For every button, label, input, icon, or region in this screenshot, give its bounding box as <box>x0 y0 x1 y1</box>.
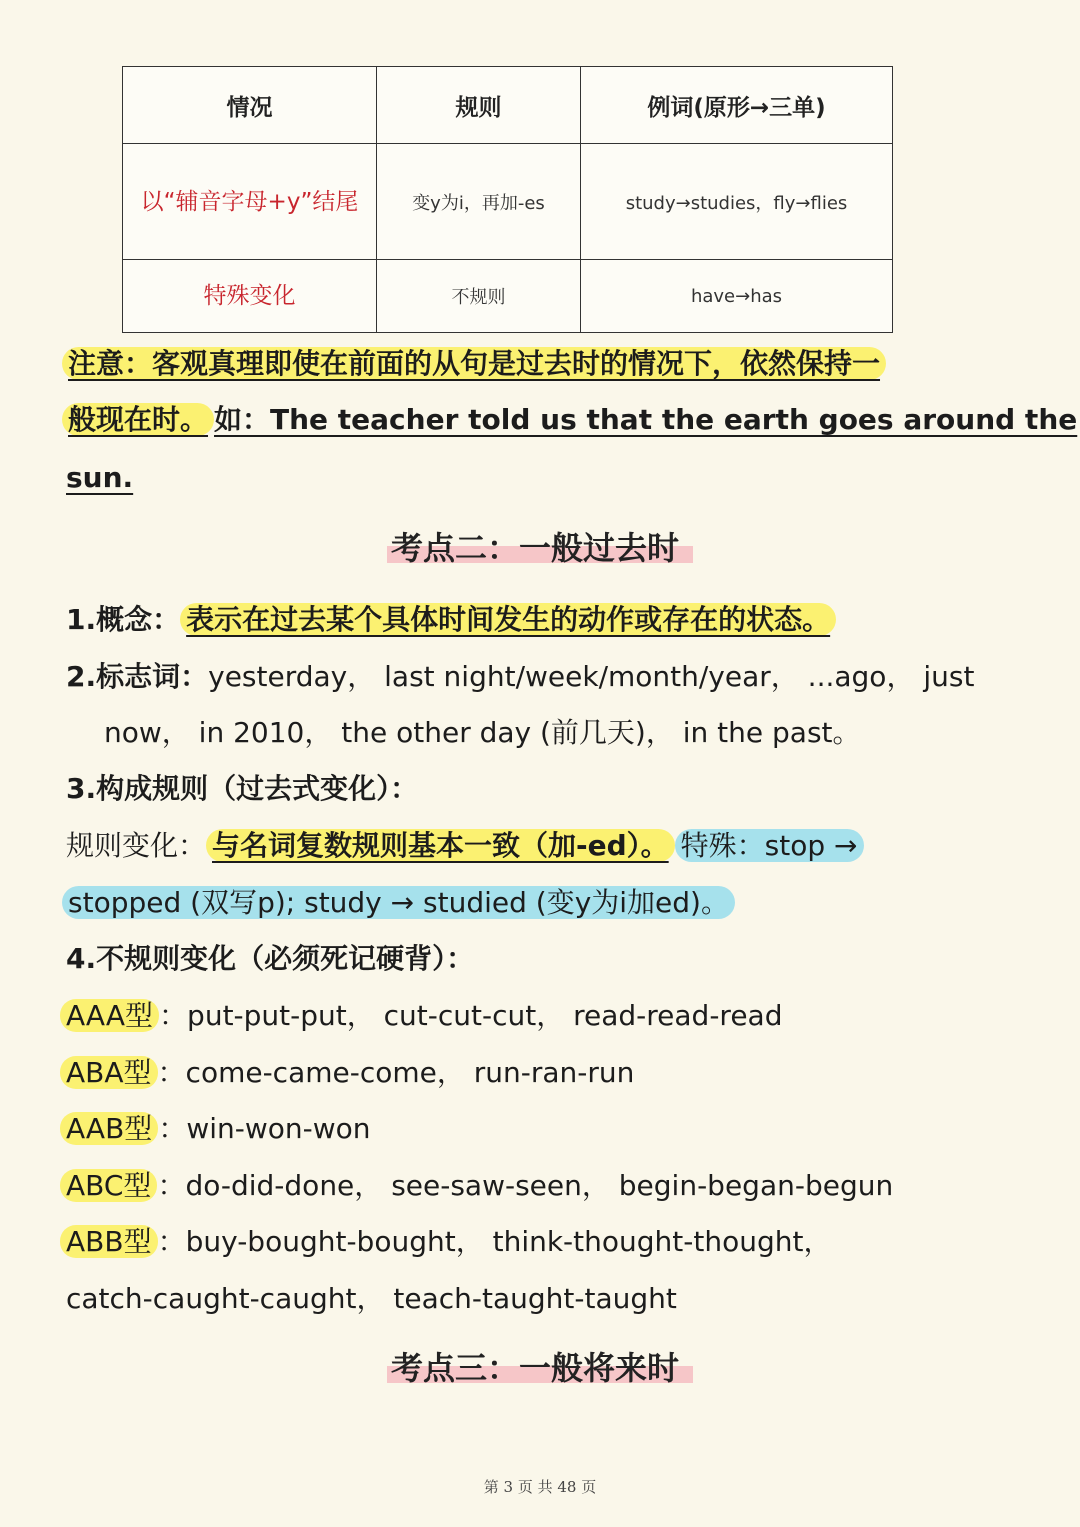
type-words: come-came-come， run-ran-run <box>185 1056 635 1089</box>
concept-line <box>66 600 836 640</box>
irregular-type-line: AAA型 ：put-put-put， cut-cut-cut， read-read-read <box>66 996 783 1036</box>
table-cell-rule: 不规则 <box>377 260 581 333</box>
type-words: put-put-put， cut-cut-cut， read-read-read <box>187 999 783 1032</box>
table-row <box>123 144 893 260</box>
regular-change-line <box>66 826 864 866</box>
regular-label: 规则变化： <box>66 829 207 862</box>
table-row <box>123 260 893 333</box>
third-person-rules-table <box>122 66 893 333</box>
section-heading <box>0 1346 1080 1390</box>
page-number: 第 3 页 共 48 页 <box>483 1478 597 1496</box>
note-line-1 <box>62 344 886 384</box>
type-tag: ABA型 <box>60 1056 158 1089</box>
table-header-cell: 规则 <box>377 67 581 144</box>
table-header-cell: 例词(原形→三单) <box>581 67 893 144</box>
irregular-type-line: ABB型 ：buy-bought-bought， think-thought-thought， <box>66 1222 831 1262</box>
type-words: buy-bought-bought， think-thought-thought， <box>185 1225 832 1258</box>
concept-label: 1.概念： <box>66 603 181 636</box>
signal-words: now， in 2010， the other day (前几天)， in the past。 <box>104 716 861 749</box>
table-cell-rule: 变y为i，再加-es <box>377 144 581 260</box>
irregular-type-line: AAB型 ：win-won-won <box>66 1109 371 1149</box>
section-heading-text: 考点三：一般将来时 <box>387 1349 693 1387</box>
type-words: win-won-won <box>186 1112 371 1145</box>
table-cell-example: study→studies，fly→flies <box>581 144 893 260</box>
type-tag: ABC型 <box>60 1169 157 1202</box>
signal-label: 2.标志词： <box>66 660 209 693</box>
section-heading <box>0 526 1080 570</box>
formation-heading <box>66 769 418 809</box>
note-example: sun. <box>66 461 134 494</box>
table-header-row <box>123 67 893 144</box>
signal-words: yesterday， last night/week/month/year， ...ago， just <box>208 660 975 693</box>
table-cell-example: have→has <box>581 260 893 333</box>
special-text: stopped (双写p); study → studied (变y为i加ed)。 <box>62 886 735 919</box>
irregular-type-line: ABC型 ：do-did-done， see-saw-seen， begin-began-begun <box>66 1166 893 1206</box>
signal-words-line <box>66 657 974 697</box>
type-tag: ABB型 <box>60 1225 158 1258</box>
type-words: do-did-done， see-saw-seen， begin-began-begun <box>185 1169 894 1202</box>
type-tag: AAA型 <box>60 999 159 1032</box>
concept-text: 表示在过去某个具体时间发生的动作或存在的状态。 <box>180 603 836 636</box>
irregular-heading <box>66 939 474 979</box>
note-line-2 <box>62 400 1077 440</box>
special-text: 特殊：stop → <box>675 829 864 862</box>
irregular-type-continued <box>66 1279 677 1319</box>
table-cell-condition: 特殊变化 <box>123 260 377 333</box>
section-heading-text: 考点二：一般过去时 <box>387 529 693 567</box>
note-example: 如：The teacher told us that the earth goes around the <box>214 403 1078 436</box>
formation-label: 3.构成规则（过去式变化）： <box>66 772 419 805</box>
irregular-type-line: ABA型 ：come-came-come， run-ran-run <box>66 1053 634 1093</box>
special-change-line <box>62 883 735 923</box>
note-line-3 <box>66 458 133 498</box>
table-header-cell: 情况 <box>123 67 377 144</box>
note-text: 注意：客观真理即使在前面的从句是过去时的情况下，依然保持一 <box>62 347 886 380</box>
regular-text: 与名词复数规则基本一致（加-ed）。 <box>206 829 675 862</box>
irregular-label: 4.不规则变化（必须死记硬背）： <box>66 942 475 975</box>
type-words: catch-caught-caught， teach-taught-taught <box>66 1282 677 1315</box>
table-cell-condition: 以“辅音字母+y”结尾 <box>123 144 377 260</box>
note-text: 般现在时。 <box>62 403 214 436</box>
type-tag: AAB型 <box>60 1112 158 1145</box>
signal-words-line <box>104 713 861 753</box>
